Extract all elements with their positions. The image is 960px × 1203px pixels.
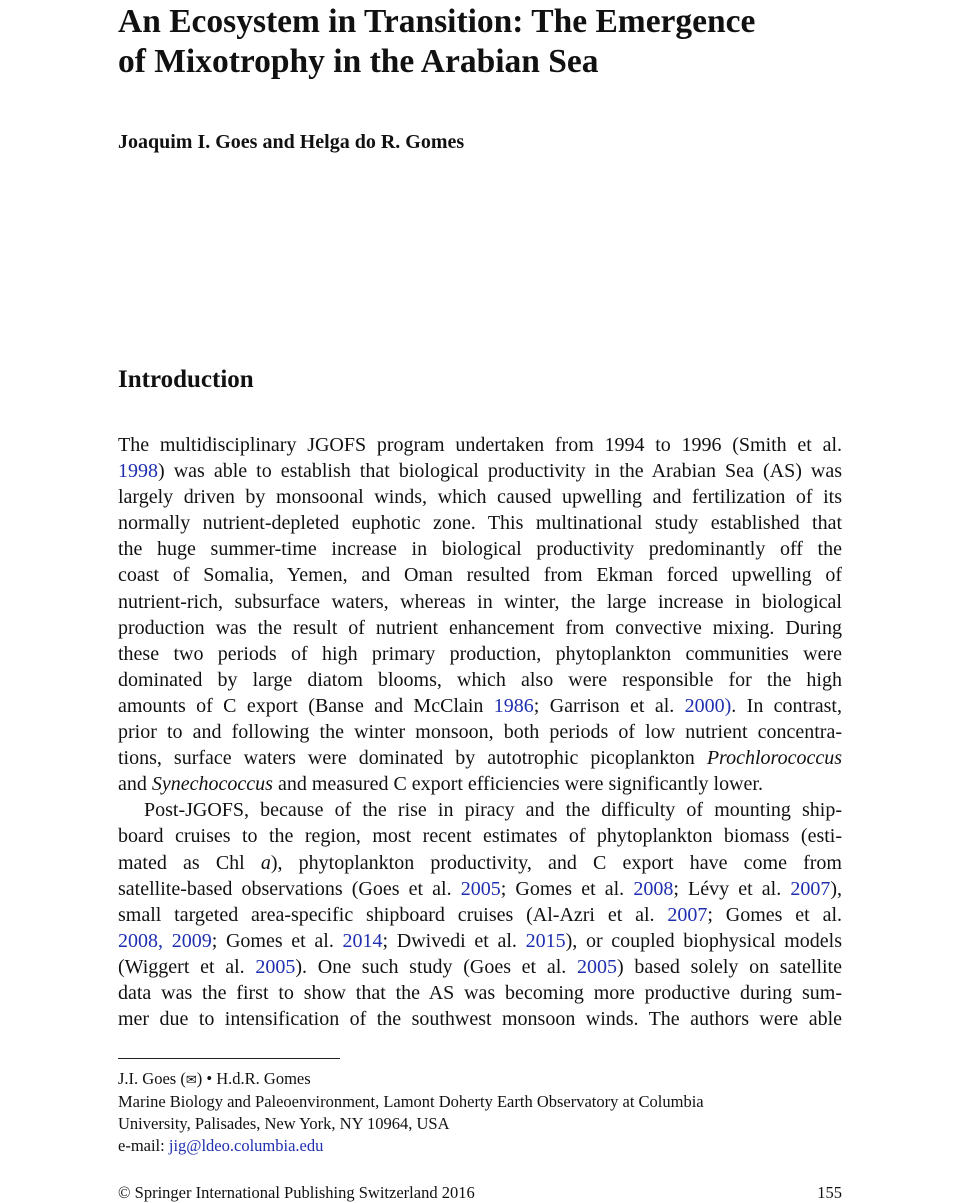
- text-line: [118, 641, 842, 667]
- text-line: [118, 980, 842, 1006]
- text-run: ; Garrison et al.: [533, 694, 685, 717]
- authors: Joaquim I. Goes and Helga do R. Gomes: [118, 131, 465, 153]
- italic-text: a: [260, 851, 271, 874]
- text-line: [118, 876, 842, 902]
- text-run: ; Gomes et al.: [500, 877, 634, 900]
- text-run: nutrient-rich, subsurface waters, whereas in winter, the large increase in biological: [118, 590, 842, 613]
- text-run: ),: [830, 877, 842, 900]
- email-line: [118, 1135, 704, 1157]
- copyright: © Springer International Publishing Switzerland 2016: [118, 1183, 475, 1202]
- citation-link[interactable]: 2005: [460, 877, 501, 900]
- text-run: ) based solely on satellite: [616, 955, 842, 978]
- text-run: and: [118, 773, 152, 796]
- text-run: the huge summer-time increase in biological productivity predominantly off the: [118, 538, 842, 561]
- text-line: [118, 562, 842, 588]
- email-link[interactable]: jig@ldeo.columbia.edu: [168, 1136, 324, 1155]
- text-run: ) was able to establish that biological productivity in the Arabian Sea (AS) was: [158, 460, 842, 483]
- text-line: [118, 510, 842, 536]
- text-run: board cruises to the region, most recent estimates of phytoplankton biomass (esti-: [118, 825, 842, 848]
- text-line: [118, 484, 842, 510]
- text-run: ), phytoplankton productivity, and C export have come from: [270, 851, 842, 874]
- text-run: mer due to intensification of the southwest monsoon winds. The authors were able: [118, 1008, 842, 1031]
- affiliation-line: University, Palisades, New York, NY 10964, USA: [118, 1114, 450, 1133]
- text-line: [118, 667, 842, 693]
- text-run: ; Gomes et al.: [211, 929, 343, 952]
- text-run: ; Dwivedi et al.: [382, 929, 526, 952]
- italic-text: Prochlorococcus: [706, 747, 842, 770]
- citation-link[interactable]: 2005: [576, 955, 617, 978]
- text-line: [118, 432, 842, 458]
- title-line: of Mixotrophy in the Arabian Sea: [118, 43, 599, 80]
- text-line: [118, 850, 842, 876]
- section-heading: Introduction: [118, 366, 254, 393]
- text-run: data was the first to show that the AS was becoming more productive during sum-: [118, 981, 842, 1004]
- text-run: coast of Somalia, Yemen, and Oman resulted from Ekman forced upwelling of: [118, 564, 842, 587]
- text-run: . In contrast,: [731, 694, 842, 717]
- text-line: [118, 1006, 842, 1032]
- text-line: [118, 719, 842, 745]
- text-line: [118, 589, 842, 615]
- citation-link[interactable]: 2000): [684, 694, 732, 717]
- body-text: [118, 432, 842, 1032]
- paper-title: [118, 2, 878, 82]
- text-run: mated as Chl: [118, 851, 261, 874]
- text-line: [118, 954, 842, 980]
- text-run: The multidisciplinary JGOFS program undertaken from 1994 to 1996 (Smith et al.: [118, 434, 842, 456]
- text-run: (Wiggert et al.: [118, 955, 256, 978]
- text-run: tions, surface waters were dominated by autotrophic picoplankton: [118, 747, 707, 770]
- footnote-authors: [118, 1068, 704, 1091]
- text-line: [118, 928, 842, 954]
- text-line: [118, 797, 842, 823]
- envelope-icon: ✉: [185, 1072, 197, 1087]
- citation-link[interactable]: 2007: [790, 877, 831, 900]
- page-number: 155: [817, 1183, 842, 1202]
- title-line: An Ecosystem in Transition: The Emergence: [118, 3, 756, 40]
- italic-text: Synechococcus: [151, 773, 273, 796]
- text-line: [118, 771, 842, 797]
- text-run: small targeted area-specific shipboard cruises (Al-Azri et al.: [118, 903, 668, 926]
- citation-link[interactable]: 1998: [118, 460, 158, 483]
- text-line: [118, 745, 842, 771]
- footnote: [118, 1068, 704, 1157]
- citation-link[interactable]: 1986: [493, 694, 534, 717]
- text-line: [118, 693, 842, 719]
- text-run: prior to and following the winter monsoon, both periods of low nutrient concentra-: [118, 721, 842, 744]
- citation-link[interactable]: 2015: [525, 929, 566, 952]
- citation-link[interactable]: 2014: [342, 929, 383, 952]
- footnote-rule: [118, 1058, 340, 1059]
- email-label: e-mail:: [118, 1136, 169, 1155]
- text-run: largely driven by monsoonal winds, which caused upwelling and fertilization of its: [118, 486, 842, 509]
- text-run: amounts of C export (Banse and McClain: [118, 694, 494, 717]
- footnote-authors-text: ) • H.d.R. Gomes: [196, 1069, 311, 1088]
- text-run: satellite-based observations (Goes et al.: [118, 877, 461, 900]
- text-line: [118, 536, 842, 562]
- text-line: [118, 458, 842, 484]
- text-run: ). One such study (Goes et al.: [295, 955, 577, 978]
- citation-link[interactable]: 2008, 2009: [118, 929, 212, 952]
- text-line: [118, 902, 842, 928]
- citation-link[interactable]: 2007: [667, 903, 708, 926]
- affiliation-line: Marine Biology and Paleoenvironment, Lamont Doherty Earth Observatory at Columbia: [118, 1092, 704, 1111]
- citation-link[interactable]: 2008: [633, 877, 674, 900]
- text-run: ; Lévy et al.: [673, 877, 791, 900]
- text-run: Post-JGOFS, because of the rise in piracy and the difficulty of mounting ship-: [144, 799, 842, 822]
- text-run: ), or coupled biophysical models: [565, 929, 842, 952]
- citation-link[interactable]: 2005: [255, 955, 296, 978]
- text-run: dominated by large diatom blooms, which also were responsible for the high: [118, 668, 842, 691]
- text-run: these two periods of high primary production, phytoplankton communities were: [118, 642, 842, 665]
- text-run: ; Gomes et al.: [707, 903, 842, 926]
- text-line: [118, 823, 842, 849]
- text-run: and measured C export efficiencies were significantly lower.: [272, 773, 763, 796]
- text-line: [118, 615, 842, 641]
- text-run: normally nutrient-depleted euphotic zone. This multinational study established that: [118, 512, 842, 535]
- footnote-authors-text: J.I. Goes (: [118, 1069, 186, 1088]
- text-run: production was the result of nutrient enhancement from convective mixing. During: [118, 616, 842, 639]
